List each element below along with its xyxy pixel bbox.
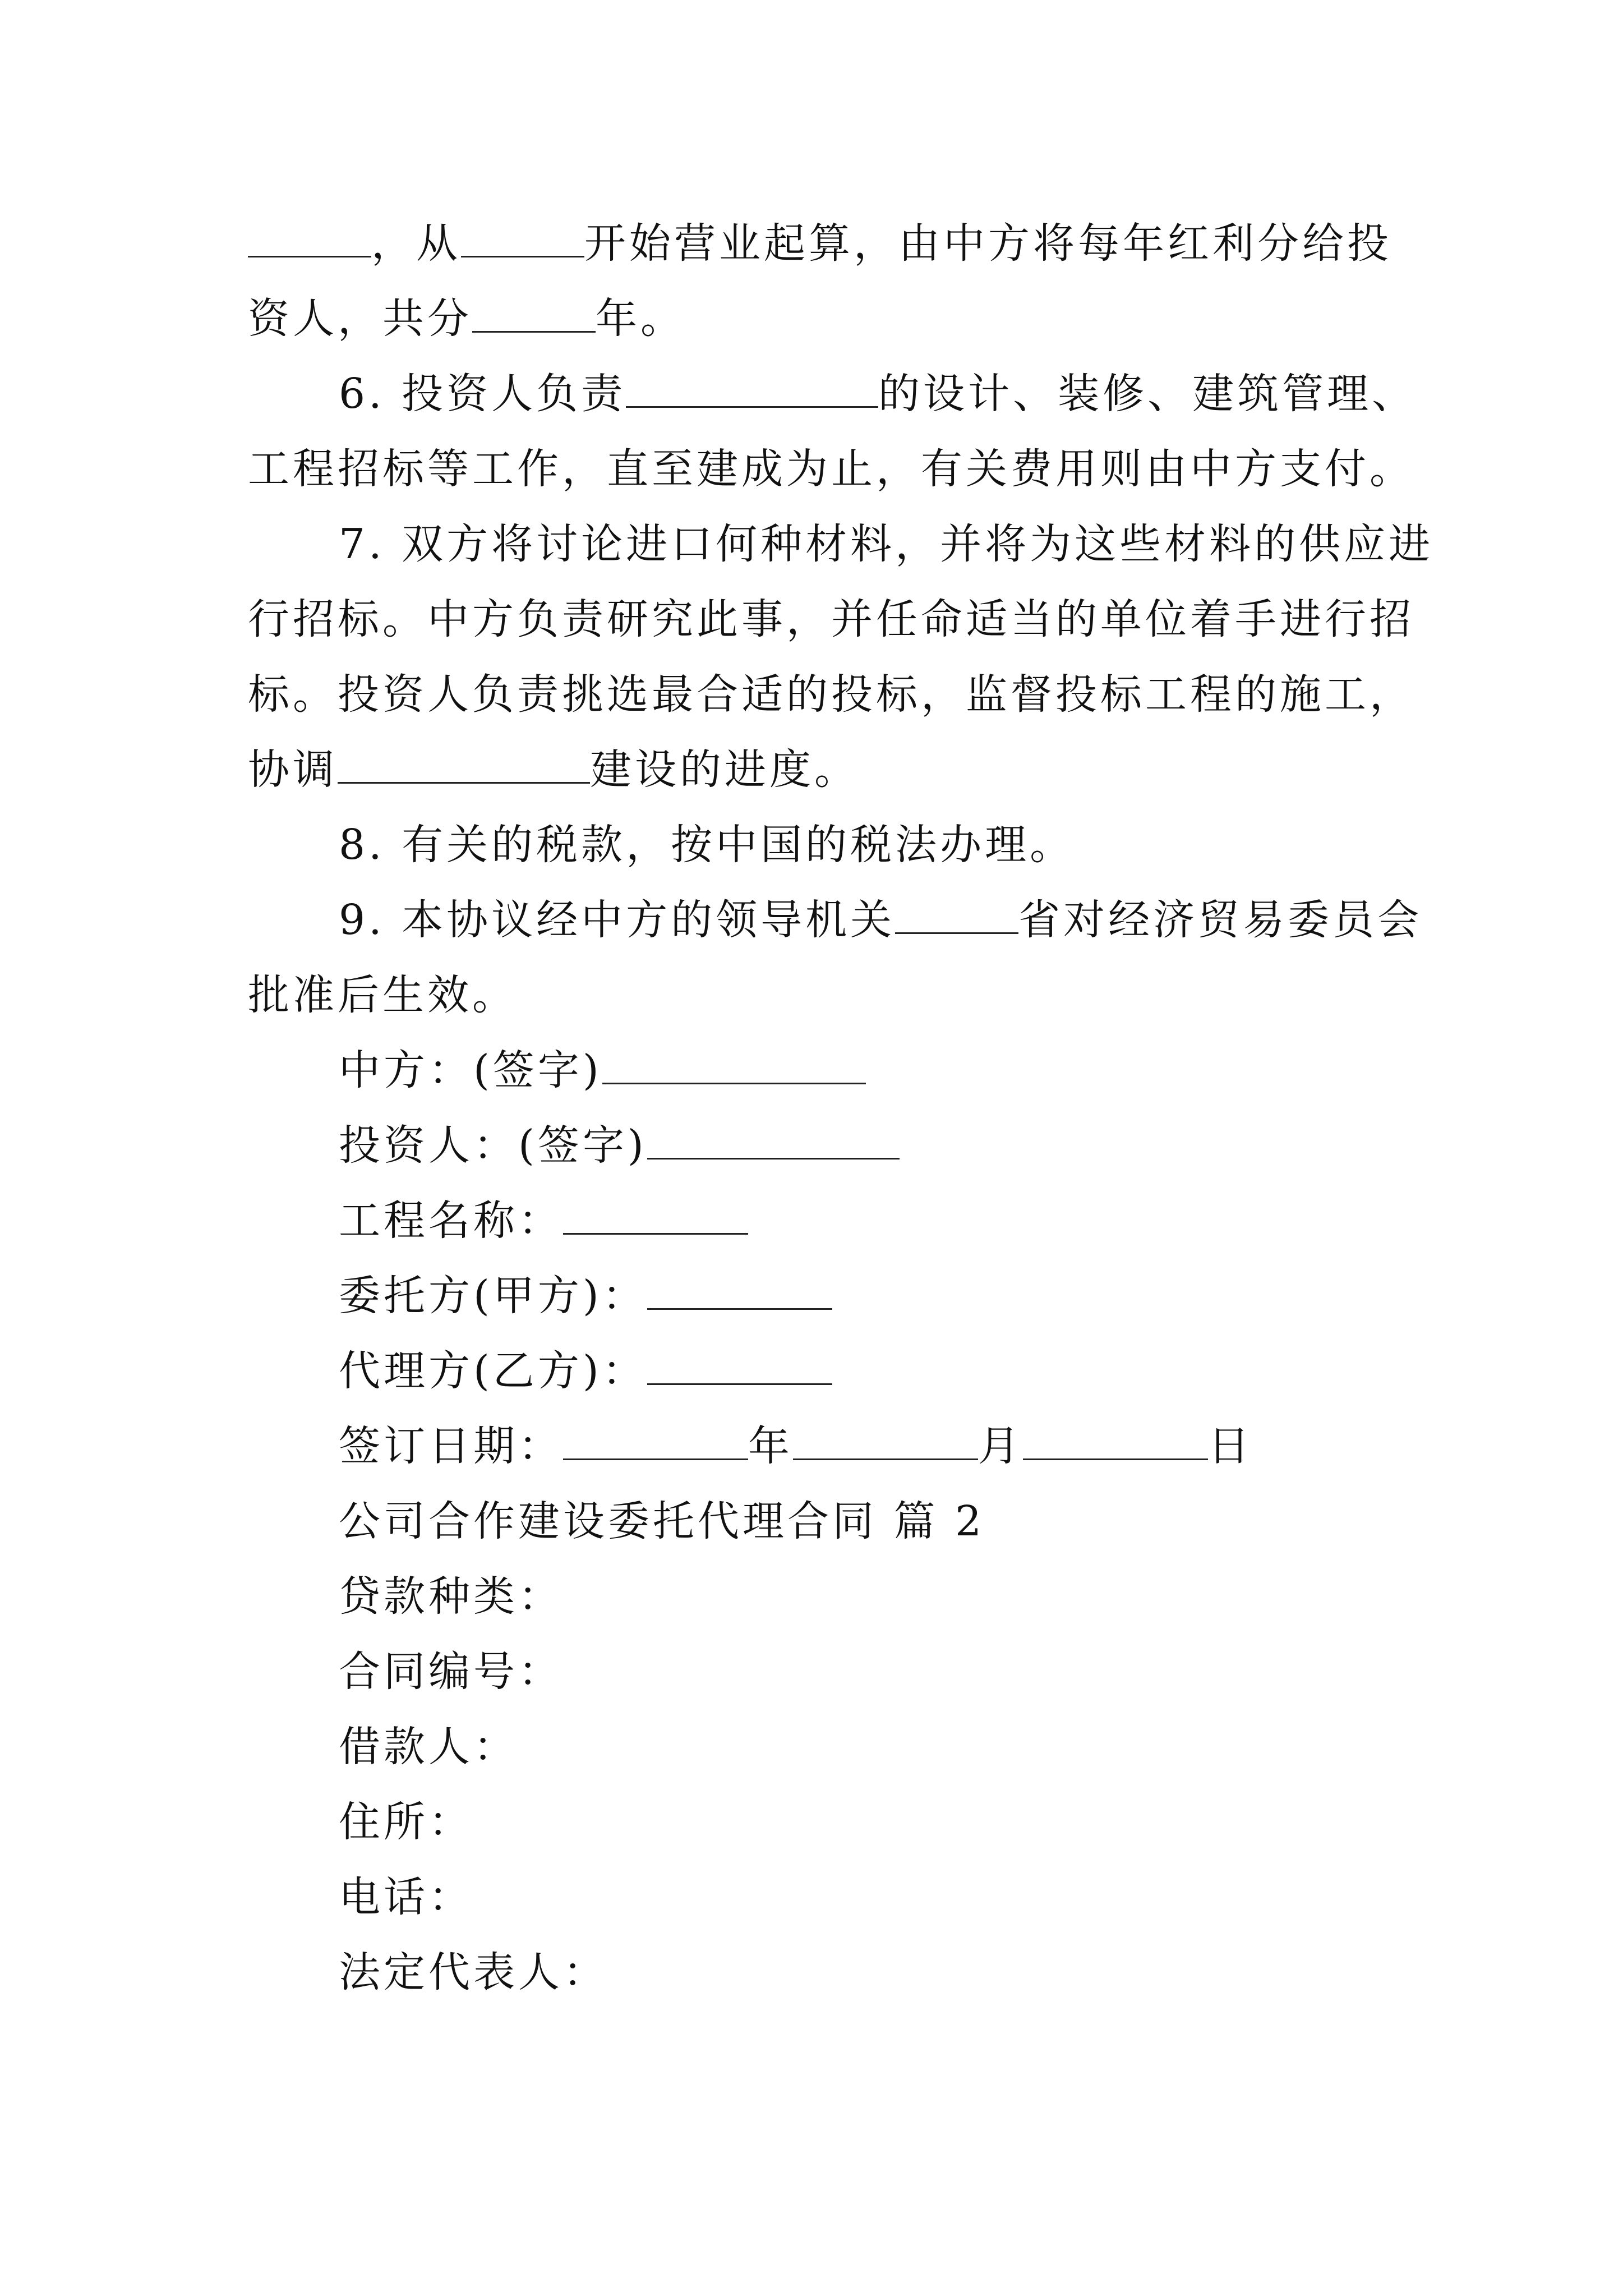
contract-number-field: 合同编号：: [339, 1648, 563, 1696]
borrower-field: 借款人：: [339, 1723, 518, 1771]
label: 中方：(签字): [339, 1046, 602, 1094]
paragraph-7-line-3: 标。投资人负责挑选最合适的投标，监督投标工程的施工，: [248, 670, 1414, 719]
phone-field: 电话：: [339, 1873, 473, 1921]
text: 的设计、装修、建筑管理、: [878, 370, 1417, 418]
text: 省对经济贸易委员会: [1018, 896, 1423, 944]
paragraph-9: [339, 892, 1488, 948]
blank-line: [563, 1193, 748, 1235]
blank-line: [563, 1418, 748, 1460]
paragraph-8: 8. 有关的税款，按中国的税法办理。: [339, 821, 1075, 869]
label: 签订日期：: [339, 1422, 563, 1470]
china-party-signature: [339, 1042, 1488, 1098]
year-label: 年: [748, 1422, 793, 1470]
text: 9. 本协议经中方的领导机关: [339, 896, 896, 944]
section-2-title: 公司合作建设委托代理合同 篇 2: [339, 1497, 985, 1545]
project-name-field: [339, 1193, 1488, 1249]
address-field: 住所：: [339, 1798, 473, 1846]
loan-type-field: 贷款种类：: [339, 1572, 563, 1621]
text: 协调: [248, 746, 338, 794]
legal-representative-field: 法定代表人：: [339, 1948, 608, 1996]
signing-date-field: [339, 1418, 1488, 1474]
paragraph-7: 7. 双方将讨论进口何种材料，并将为这些材料的供应进: [339, 520, 1434, 568]
label: 工程名称：: [339, 1197, 563, 1245]
blank-line: [647, 1343, 832, 1385]
blank-line: [338, 742, 590, 784]
paragraph-5-line-2: [248, 291, 1398, 347]
client-party-field: [339, 1268, 1488, 1324]
agent-party-field: [339, 1343, 1488, 1399]
blank-line: [626, 366, 878, 408]
text: 开始营业起算，由中方将每年红利分给投: [584, 219, 1392, 268]
blank-line: [461, 215, 584, 257]
paragraph-7-line-2: 行招标。中方负责研究此事，并任命适当的单位着手进行招: [248, 595, 1414, 643]
text: ，从: [371, 219, 461, 268]
text: 资人，共分: [248, 295, 472, 343]
paragraph-7-line-4: [248, 742, 1398, 798]
text: 建设的进度。: [590, 746, 859, 794]
blank-line: [472, 291, 596, 333]
paragraph-5-continuation: [248, 215, 1398, 272]
blank-line: [647, 1268, 832, 1310]
day-label: 日: [1208, 1422, 1253, 1470]
paragraph-6: [339, 366, 1488, 422]
text: 6. 投资人负责: [339, 370, 626, 418]
blank-line: [793, 1418, 978, 1460]
label: 委托方(甲方)：: [339, 1272, 647, 1320]
label: 代理方(乙方)：: [339, 1347, 647, 1395]
signature-blank: [647, 1117, 900, 1159]
paragraph-6-line-2: 工程招标等工作，直至建成为止，有关费用则由中方支付。: [248, 445, 1414, 493]
investor-signature: [339, 1117, 1488, 1174]
signature-blank: [602, 1042, 866, 1084]
text: 年。: [596, 295, 685, 343]
blank-line: [1023, 1418, 1208, 1460]
month-label: 月: [978, 1422, 1023, 1470]
label: 投资人：(签字): [339, 1121, 647, 1170]
blank-line: [248, 215, 371, 257]
paragraph-9-line-2: 批准后生效。: [248, 971, 517, 1019]
blank-line: [895, 892, 1018, 934]
